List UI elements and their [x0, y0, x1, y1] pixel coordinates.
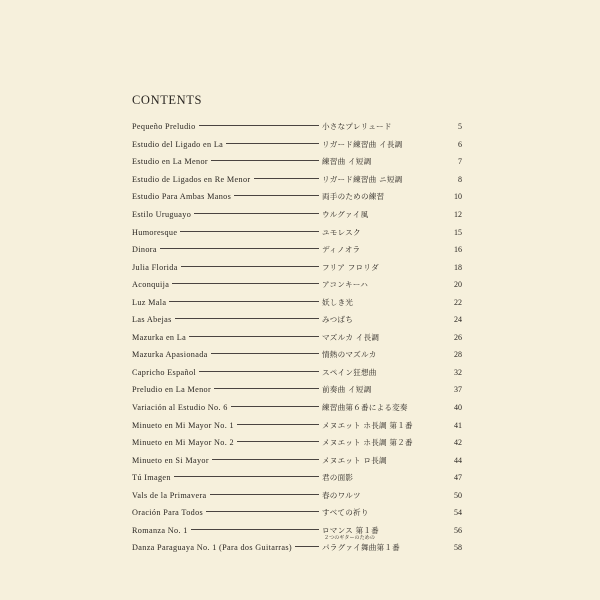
entry-title: Variación al Estudio No. 6	[132, 403, 228, 413]
entry-page-number: 20	[454, 280, 462, 290]
toc-entry[interactable]	[132, 136, 462, 154]
toc-entry[interactable]	[132, 451, 462, 469]
toc-entry[interactable]	[132, 434, 462, 452]
entry-japanese-title-wrap	[322, 262, 462, 273]
entry-title: Estudio en La Menor	[132, 157, 208, 167]
entry-page-number: 44	[454, 455, 462, 465]
entry-japanese-title: ユモレスク	[322, 227, 361, 237]
toc-entry[interactable]	[132, 522, 462, 540]
entry-japanese-title: スペイン狂想曲	[322, 367, 377, 377]
entry-page-number: 37	[454, 385, 462, 395]
entry-title: Mazurka en La	[132, 332, 187, 342]
leader-line	[214, 388, 319, 389]
leader-line	[234, 195, 319, 196]
entry-japanese-title-wrap	[322, 507, 462, 518]
entry-japanese-title-wrap	[322, 367, 462, 378]
entry-japanese-title: 妖しき光	[322, 297, 354, 307]
entry-japanese-note: ２つのギターのための	[324, 535, 375, 542]
entry-title: Minueto en Mi Mayor No. 1	[132, 420, 234, 430]
leader-line	[210, 494, 319, 495]
entry-page-number: 18	[454, 262, 462, 272]
entry-japanese-title-wrap	[322, 297, 462, 308]
toc-entry[interactable]	[132, 486, 462, 504]
entry-japanese-title: フリア フロリダ	[322, 262, 379, 272]
entry-page-number: 24	[454, 315, 462, 325]
entry-japanese-title: メヌエット ホ長調 第１番	[322, 420, 413, 430]
entry-title: Julia Florida	[132, 262, 178, 272]
leader-line	[175, 318, 319, 319]
entry-japanese-title: 前奏曲 イ短調	[322, 385, 372, 395]
entry-japanese-title: すべての祈り	[322, 508, 369, 518]
toc-entry[interactable]	[132, 241, 462, 259]
entry-page-number: 5	[458, 122, 462, 132]
toc-entry[interactable]	[132, 188, 462, 206]
toc-entry[interactable]	[132, 399, 462, 417]
entry-japanese-title-wrap	[322, 490, 462, 501]
entry-japanese-title-wrap	[322, 384, 462, 395]
entry-title: Romanza No. 1	[132, 525, 188, 535]
entry-japanese-title-wrap	[322, 472, 462, 483]
entry-japanese-title-wrap	[322, 174, 462, 185]
entry-japanese-title: みつばち	[322, 315, 354, 325]
entry-title: Danza Paraguaya No. 1 (Para dos Guitarras)	[132, 543, 292, 553]
entry-japanese-title-wrap	[322, 402, 462, 413]
entry-page-number: 26	[454, 332, 462, 342]
toc-entry[interactable]	[132, 416, 462, 434]
entry-title: Estudio de Ligados en Re Menor	[132, 174, 251, 184]
entry-title: Capricho Español	[132, 367, 197, 377]
entry-title: Luz Mala	[132, 297, 167, 307]
entry-title: Vals de la Primavera	[132, 490, 207, 500]
entry-page-number: 7	[458, 157, 462, 167]
toc-entry[interactable]	[132, 171, 462, 189]
entry-page-number: 8	[458, 174, 462, 184]
leader-line	[226, 143, 319, 144]
entry-japanese-title: リガード練習曲 ニ短調	[322, 174, 403, 184]
leader-line	[212, 459, 319, 460]
entry-japanese-title: 小さなプレリュード	[322, 122, 392, 132]
page-title: CONTENTS	[132, 93, 203, 107]
entry-page-number: 10	[454, 192, 462, 202]
entry-title: Estudio Para Ambas Manos	[132, 192, 232, 202]
entry-page-number: 12	[454, 210, 462, 219]
entry-japanese-title-wrap	[322, 535, 462, 553]
entry-page-number: 41	[454, 420, 462, 430]
leader-line	[181, 266, 319, 267]
entry-japanese-title-wrap	[322, 349, 462, 360]
leader-line	[180, 231, 319, 232]
entry-japanese-title-wrap	[322, 279, 462, 290]
entry-japanese-title: 両手のための練習	[322, 192, 385, 202]
entry-page-number: 54	[454, 508, 462, 518]
entry-japanese-title-wrap	[322, 314, 462, 325]
leader-line	[199, 371, 319, 372]
entry-japanese-title: 練習曲 イ短調	[322, 157, 372, 167]
leader-line	[211, 353, 319, 354]
entry-title: Aconquija	[132, 280, 170, 290]
entry-japanese-title: マズルカ イ長調	[322, 332, 380, 342]
entry-japanese-title-wrap	[322, 209, 462, 220]
entry-japanese-title: ウルグァイ風	[322, 210, 369, 219]
entry-title: Pequeño Preludio	[132, 122, 196, 132]
entry-japanese-title: メヌエット ロ長調	[322, 455, 387, 465]
toc-entry[interactable]	[132, 311, 462, 329]
entry-title: Las Abejas	[132, 315, 172, 325]
entry-title: Dinora	[132, 245, 157, 255]
entry-page-number: 28	[454, 350, 462, 360]
leader-line	[172, 283, 319, 284]
toc-entry[interactable]	[132, 329, 462, 347]
leader-line	[237, 424, 319, 425]
entry-page-number: 56	[454, 525, 462, 535]
leader-line	[174, 476, 319, 477]
entry-page-number: 42	[454, 438, 462, 448]
entry-title: Minueto en Si Mayor	[132, 455, 209, 465]
entry-japanese-title-wrap	[322, 420, 462, 431]
entry-page-number: 15	[454, 227, 462, 237]
entry-japanese-title-wrap	[322, 437, 462, 448]
entry-japanese-title: 春のワルツ	[322, 490, 361, 500]
leader-line	[295, 546, 319, 547]
leader-line	[206, 511, 319, 512]
toc-entry[interactable]	[132, 346, 462, 364]
entry-title: Estudio del Ligado en La	[132, 139, 224, 149]
toc-entry[interactable]	[132, 293, 462, 311]
entry-japanese-title: メヌエット ホ長調 第２番	[322, 438, 413, 448]
entry-title: Tú Imagen	[132, 473, 171, 483]
entry-page-number: 22	[454, 297, 462, 307]
table-of-contents	[132, 118, 462, 557]
leader-line	[189, 336, 319, 337]
entry-title: Minueto en Mi Mayor No. 2	[132, 438, 234, 448]
entry-japanese-title-wrap	[322, 332, 462, 343]
leader-line	[237, 441, 319, 442]
toc-entry[interactable]	[132, 535, 462, 557]
leader-line	[231, 406, 319, 407]
toc-entry[interactable]	[132, 276, 462, 294]
leader-line	[169, 301, 319, 302]
leader-line	[199, 125, 319, 126]
entry-page-number: 58	[454, 543, 462, 553]
toc-entry[interactable]	[132, 258, 462, 276]
entry-page-number: 16	[454, 245, 462, 255]
entry-page-number: 50	[454, 490, 462, 500]
leader-line	[191, 529, 319, 530]
toc-entry[interactable]	[132, 153, 462, 171]
entry-title: Preludio en La Menor	[132, 385, 212, 395]
entry-title: Oración Para Todos	[132, 508, 204, 518]
entry-page-number: 40	[454, 403, 462, 413]
entry-japanese-title-wrap	[322, 191, 462, 202]
toc-entry[interactable]	[132, 223, 462, 241]
leader-line	[254, 178, 319, 179]
entry-japanese-title-wrap	[322, 244, 462, 255]
leader-line	[211, 160, 319, 161]
toc-entry[interactable]	[132, 206, 462, 224]
entry-page-number: 6	[458, 139, 462, 149]
entry-japanese-title: 情熱のマズルカ	[322, 350, 377, 360]
entry-japanese-title-wrap	[322, 139, 462, 150]
entry-title: Humoresque	[132, 227, 178, 237]
entry-title: Estilo Uruguayo	[132, 210, 192, 219]
entry-page-number: 32	[454, 367, 462, 377]
entry-japanese-title-wrap	[322, 156, 462, 167]
entry-japanese-title: 練習曲第６番による変奏	[322, 403, 408, 413]
entry-japanese-title: パラグァイ舞曲第１番	[322, 543, 400, 553]
toc-entry[interactable]	[132, 504, 462, 522]
entry-japanese-title: ディノオラ	[322, 245, 361, 255]
entry-japanese-title-wrap	[322, 455, 462, 466]
entry-japanese-title-wrap	[322, 121, 462, 132]
leader-line	[160, 248, 319, 249]
entry-japanese-title: リガード練習曲 イ長調	[322, 139, 403, 149]
leader-line	[194, 213, 319, 214]
entry-japanese-title: 君の面影	[322, 473, 354, 483]
entry-title: Mazurka Apasionada	[132, 350, 208, 360]
toc-entry[interactable]	[132, 381, 462, 399]
toc-entry[interactable]	[132, 118, 462, 136]
entry-page-number: 47	[454, 473, 462, 483]
entry-japanese-title: アコンキーハ	[322, 280, 369, 290]
entry-japanese-title-wrap	[322, 227, 462, 238]
toc-entry[interactable]	[132, 469, 462, 487]
entry-japanese-title: ロマンス 第１番	[322, 525, 379, 535]
toc-entry[interactable]	[132, 364, 462, 382]
